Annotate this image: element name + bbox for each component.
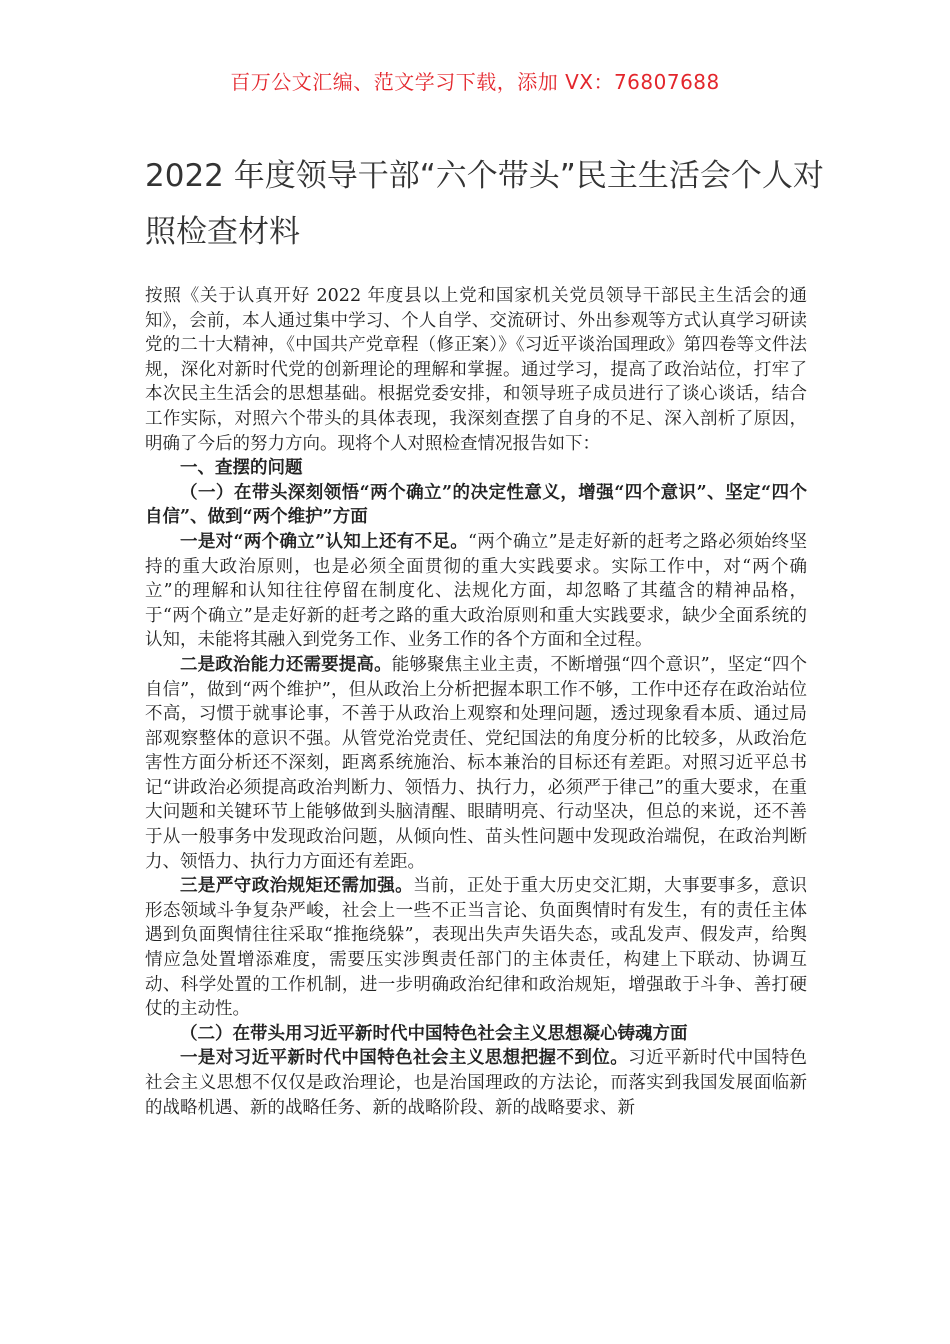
- subsection-heading: （一）在带头深刻领悟“两个确立”的决定性意义，增强“四个意识”、坚定“四个自信”、做到“两个维护”方面: [145, 482, 807, 528]
- problem-paragraph: [145, 874, 807, 1022]
- paragraph-lead: 一是对习近平新时代中国特色社会主义思想把握不到位。: [180, 1048, 629, 1069]
- subsection-heading: （二）在带头用习近平新时代中国特色社会主义思想凝心铸魂方面: [180, 1023, 688, 1044]
- intro-paragraph: 按照《关于认真开好 2022 年度县以上党和国家机关党员领导干部民主生活会的通知》，会前，本人通过集中学习、个人自学、交流研讨、外出参观等方式认真学习研读党的二十大精神，《中国共产党章程（修正案）》《习近平谈治国理政》第四卷等文件法规，深化对新时代党的创新理论的理解和掌握。通过学习，提高了政治站位，打牢了本次民主生活会的思想基础。根据党委安排，和领导班子成员进行了谈心谈话，结合工作实际，对照六个带头的具体表现，我深刻查摆了自身的不足、深入剖析了原因，明确了今后的努力方向。现将个人对照检查情况报告如下：: [145, 286, 807, 454]
- document-title: 2022 年度领导干部“六个带头”民主生活会个人对照检查材料: [145, 158, 824, 250]
- document-body: [145, 284, 807, 1120]
- paragraph-text: 习近平新时代中国特色社会主义思想不仅仅是政治理论，也是治国理政的方法论，而落实到我国发展面临新的战略机遇、新的战略任务、新的战略阶段、新的战略要求、新: [145, 1048, 808, 1118]
- paragraph-text: 当前，正处于重大历史交汇期，大事要事多，意识形态领域斗争复杂严峻，社会上一些不正当言论、负面舆情时有发生，有的责任主体遇到负面舆情往往采取“推拖绕躲”，表现出失声失语失态，或乱发声、假发声，给舆情应急处置增添难度，需要压实涉舆责任部门的主体责任，构建上下联动、协调互动、科学处置的工作机制，进一步明确政治纪律和政治规矩，增强敢于斗争、善打硬仗的主动性。: [145, 876, 808, 1020]
- paragraph-lead: 一是对“两个确立”认知上还有不足。: [180, 531, 469, 552]
- watermark-banner: 百万公文汇编、范文学习下载，添加 VX：76807688: [230, 70, 720, 94]
- problem-paragraph: [145, 1046, 807, 1120]
- paragraph-lead: 二是政治能力还需要提高。: [180, 654, 392, 675]
- section-heading: 一、查摆的问题: [180, 458, 303, 479]
- paragraph-text: “两个确立”是走好新的赶考之路必须始终坚持的重大政治原则，也是必须全面贯彻的重大实践要求。实际工作中，对“两个确立”的理解和认知往往停留在制度化、法规化方面，却忽略了其蕴含的精神品格，于“两个确立”是走好新的赶考之路的重大政治原则和重大实践要求，缺少全面系统的认知，未能将其融入到党务工作、业务工作的各个方面和全过程。: [145, 531, 807, 651]
- paragraph-lead: 三是严守政治规矩还需加强。: [180, 876, 414, 897]
- problem-paragraph: [145, 653, 807, 874]
- problem-paragraph: [145, 530, 807, 653]
- paragraph-text: 能够聚焦主业主责，不断增强“四个意识”，坚定“四个自信”，做到“两个维护”，但从政治上分析把握本职工作不够，工作中还存在政治站位不高，习惯于就事论事，不善于从政治上观察和处理问题，透过现象看本质、通过局部观察整体的意识不强。从管党治党责任、党纪国法的角度分析的比较多，从政治危害性方面分析还不深刻，距离系统施治、标本兼治的目标还有差距。对照习近平总书记“讲政治必须提高政治判断力、领悟力、执行力，必须严于律己”的重大要求，在重大问题和关键环节上能够做到头脑清醒、眼睛明亮、行动坚决，但总的来说，还不善于从一般事务中发现政治问题，从倾向性、苗头性问题中发现政治端倪，在政治判断力、领悟力、执行力方面还有差距。: [145, 654, 807, 872]
